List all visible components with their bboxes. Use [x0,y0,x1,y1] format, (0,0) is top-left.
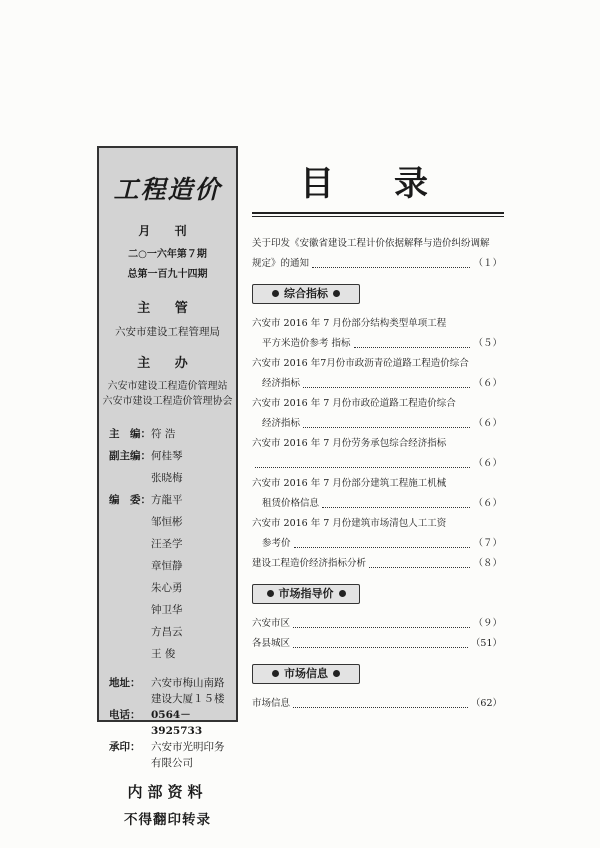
no-reprint-label: 不得翻印转录 [124,812,211,828]
masthead-panel [97,146,238,828]
editorial-board-row [109,489,236,533]
toc-page-number: （８） [473,558,502,569]
internal-material-label: 内部资料 [127,783,208,801]
toc-entry[interactable] [252,394,502,434]
leader-dots [293,614,470,628]
board-member-name: 邹恒彬 [151,516,183,528]
toc-entry[interactable] [252,354,502,394]
board-member-name: 汪圣学 [151,538,183,550]
section-banner [252,584,360,604]
toc-entry[interactable] [252,314,502,354]
toc-entry-text: 市场信息 [252,698,291,709]
toc-entry-text: 建设工程造价经济指标分析 [252,558,367,569]
printer-key: 承印： [109,741,141,753]
editorial-board-row [109,577,236,621]
toc-entry[interactable] [252,694,502,714]
section-banner [252,664,360,684]
section-title: 综合指标 [284,287,328,300]
board-member-name: 钟卫华 [151,604,183,616]
toc-page-number: （６） [473,498,502,509]
table-of-contents [252,234,502,714]
editorial-staff [99,423,236,665]
leader-dots [303,414,470,428]
toc-entry-text: 六安市 2016 年 7 月份建筑市场清包人工工资 [252,518,447,529]
leader-dots [294,534,471,548]
board-member-name: 朱心勇 [151,582,183,594]
sponsor-orgs [99,379,236,409]
toc-entry[interactable] [252,434,502,474]
sponsor-heading: 主 办 [137,356,198,371]
deputy-editor-name: 何桂琴 [151,450,183,462]
board-member-name: 章恒静 [151,560,183,572]
toc-page-number: （１） [473,258,502,269]
supervisor-org: 六安市建设工程管理局 [115,326,220,338]
printer-line-1: 六安市光明印务 [151,741,225,753]
deputy-editor-row [109,445,236,489]
toc-entry-text: 经济指标 [262,378,301,389]
bullet-icon [267,590,274,597]
total-issue-number: 总第一百九十四期 [127,269,208,280]
board-member-name: 方龍平 [151,494,183,506]
editorial-board-row [109,621,236,665]
printer-row [109,739,236,755]
toc-page-number: （７） [473,538,502,549]
toc-page-number: （５） [473,338,502,349]
phone-row [109,707,236,739]
phone-key: 电话： [109,709,141,721]
toc-entry-text: 参考价 [262,538,291,549]
title-rule-thin [252,216,504,217]
toc-entry-text: 经济指标 [262,418,301,429]
chief-editor-name: 符 浩 [151,428,176,440]
magazine-title: 工程造价 [113,175,222,204]
toc-entry-text: 六安市 2016 年 7 月份市政砼道路工程造价综合 [252,398,456,409]
toc-page-number: （６） [473,458,502,469]
address-key: 地址： [109,677,141,689]
toc-entry-text: 租赁价格信息 [262,498,320,509]
toc-entry-text: 关于印发《安徽省建设工程计价依据解释与造价纠纷调解 [252,238,490,249]
toc-entry-text: 六安市 2016 年 7 月份部分建筑工程施工机械 [252,478,447,489]
leader-dots [322,494,470,508]
toc-entry-text: 六安市区 [252,618,291,629]
sponsor-org-2: 六安市建设工程造价管理协会 [102,396,233,407]
issue-number: 二○一六年第７期 [128,249,207,260]
leader-dots [369,554,470,568]
toc-page-number: （62） [470,698,502,709]
bullet-icon [333,670,340,677]
toc-entry[interactable] [252,554,502,574]
address-row [109,675,236,691]
toc-entry[interactable] [252,474,502,514]
toc-page-number: （９） [473,618,502,629]
leader-dots [293,634,468,648]
deputy-editor-role: 副主编： [109,450,151,462]
supervisor-heading: 主 管 [137,301,198,316]
board-member-name: 王 俊 [151,648,176,660]
bullet-icon [272,290,279,297]
chief-editor-role: 主 编： [109,428,151,440]
editorial-board-row [109,533,236,577]
section-title: 市场指导价 [278,587,334,600]
leader-dots [354,334,471,348]
toc-entry[interactable] [252,614,502,634]
toc-entry[interactable] [252,634,502,654]
phone-number: 0564－3925733 [151,709,203,737]
bullet-icon [333,290,340,297]
printer-line-2: 有限公司 [151,757,193,769]
title-rule-thick [252,212,504,214]
sponsor-org-1: 六安市建设工程造价管理站 [107,381,228,392]
section-title: 市场信息 [284,667,328,680]
toc-entry[interactable] [252,234,502,274]
leader-dots [312,254,470,268]
toc-page-number: （６） [473,418,502,429]
leader-dots [293,694,468,708]
editorial-board-role: 编 委： [109,494,151,506]
toc-entry-text: 平方米造价参考 指标 [262,338,351,349]
board-member-name: 方昌云 [151,626,183,638]
address-line-1: 六安市梅山南路 [151,677,225,689]
deputy-editor-name: 张晓梅 [151,472,183,484]
leader-dots [303,374,470,388]
address-line-2: 建设大厦１５楼 [151,693,225,705]
toc-entry[interactable] [252,514,502,554]
toc-page-number: （６） [473,378,502,389]
toc-entry-text: 六安市 2016 年 7 月份部分结构类型单项工程 [252,318,447,329]
monthly-label: 月 刊 [138,224,197,238]
toc-entry-text: 六安市 2016 年 7 月份劳务承包综合经济指标 [252,438,447,449]
toc-entry-text: 规定》的通知 [252,258,310,269]
bullet-icon [272,670,279,677]
toc-entry-text: 各县城区 [252,638,291,649]
toc-title: 目录 [300,164,488,204]
leader-dots [255,454,470,468]
section-banner [252,284,360,304]
chief-editor-row [109,423,236,445]
contact-info [99,675,236,771]
toc-page-number: （51） [470,638,502,649]
bullet-icon [339,590,346,597]
toc-entry-text: 六安市 2016 年7月份市政沥青砼道路工程造价综合 [252,358,469,369]
